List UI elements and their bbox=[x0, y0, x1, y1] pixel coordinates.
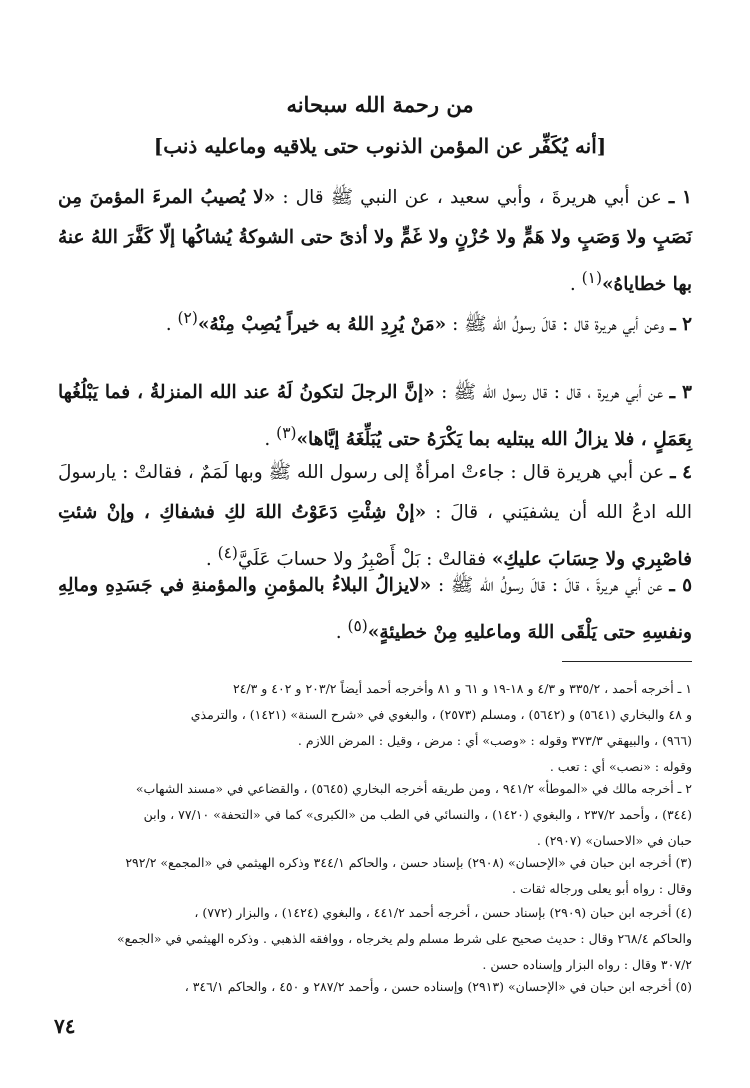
hadith-1 bbox=[58, 178, 692, 305]
hadith-end: . bbox=[569, 274, 576, 296]
hadith-text: «مَنْ يُرِدِ اللهُ به خيراً يُصِبْ مِنْهُ» bbox=[197, 314, 447, 336]
footnote-line: وقوله : «نصب» أي : تعب . bbox=[549, 759, 692, 774]
hadith-number: ٢ ـ bbox=[670, 314, 692, 336]
footnote-line: ٢ ـ أخرجه مالك في «الموطأ» ٩٤١/٢ ، ومن طريقه أخرجه البخاري (٥٦٤٥) ، والقضاعي في «مسند الشهاب» bbox=[135, 781, 692, 796]
footnote-line: (٩٦٦) ، والبيهقي ٣٧٣/٣ وقوله : «وصب» أي : مرض ، وقيل : المرض اللازم . bbox=[297, 733, 692, 748]
hadith-4 bbox=[58, 453, 692, 580]
hadith-end: . bbox=[205, 549, 212, 571]
footnote-line: (٤) أخرجه ابن حبان (٢٩٠٩) بإسناد حسن ، أخرجه أحمد ٤٤١/٢ ، والبغوي (١٤٢٤) ، والبزار (٧٧٢) ، bbox=[194, 905, 692, 920]
footnote-5 bbox=[58, 974, 692, 1000]
hadith-intro: وعن أبي هريرة قال : قالَ رسولُ الله ﷺ : bbox=[452, 314, 665, 336]
hadith-number: ٣ ـ bbox=[669, 382, 692, 403]
hadith-number: ٤ ـ bbox=[670, 462, 692, 483]
footnote-line: حبان في «الاحسان» (٢٩٠٧) . bbox=[536, 833, 692, 848]
footnote-2 bbox=[58, 776, 692, 854]
footnote-line: ١ ـ أخرجه أحمد ، ٣٣٥/٢ و ٤/٣ و ١٨-١٩ و ٦١ و ٨١ وأخرجه أحمد أيضاً ٢٠٣/٢ و ٤٠٢ و ٢٤/٣ bbox=[232, 681, 692, 696]
hadith-5 bbox=[58, 566, 692, 653]
chapter-subtitle: [أنه يُكَفِّر عن المؤمن الذنوب حتى يلاقيه وماعليه ذنب] bbox=[153, 134, 607, 158]
footnote-line: (٣٤٤) ، وأحمد ٢٣٧/٢ ، والبغوي (١٤٢٠) ، والنسائي في الطب من «الكبرى» كما في «التحفة» ٧٧/١٠ ، وابن bbox=[143, 807, 692, 822]
footnote-line: (٣) أخرجه ابن حبان في «الإحسان» (٢٩٠٨) بإسناد حسن ، والحاكم ٣٤٤/١ وذكره الهيثمي في «المجمع» ٢٩٢/٢ bbox=[125, 855, 692, 870]
hadith-number: ١ ـ bbox=[668, 187, 692, 208]
footnote-line: (٥) أخرجه ابن حبان في «الإحسان» (٢٩١٣) وإسناده حسن ، وأحمد ٢٨٧/٢ و ٤٥٠ ، والحاكم ٣٤٦/١ ، bbox=[184, 979, 692, 994]
hadith-2 bbox=[58, 298, 692, 345]
footnote-ref: (٥) bbox=[347, 617, 368, 635]
footnote-line: وقال : رواه أبو يعلى ورجاله ثقات . bbox=[512, 881, 692, 896]
hadith-text: «إنَّ الرجلَ لتكونُ لَهُ عند الله المنزلةُ ، فما يَبْلُغُها بِعَمَلٍ ، فلا يزالُ الله يبتليه بما يَكْرَهُ حتى يُبَلِّغَهُ إيَّاها» bbox=[58, 382, 692, 451]
hadith-text: «لايزالُ البلاءُ بالمؤمنِ والمؤمنةِ في جَسَدِهِ ومالِهِ ونفسِهِ حتى يَلْقَى اللهَ وماعليهِ مِنْ خطيئةٍ» bbox=[58, 575, 692, 644]
page-number: ٧٤ bbox=[54, 1014, 76, 1038]
hadith-intro: عن أبي هريرةَ ، وأبي سعيد ، عن النبي ﷺ قال : bbox=[282, 187, 662, 208]
hadith-intro: عن أبي هريرةَ ، قالَ : قالَ رسولُ الله ﷺ : bbox=[437, 575, 663, 596]
footnote-line: ٣٠٧/٢ وقال : رواه البزار وإسناده حسن . bbox=[482, 957, 692, 972]
hadith-text: «إنْ شِئْتِ دَعَوْتُ اللهَ لكِ فشفاكِ ، وإنْ شئتِ فاصْبِري ولا حِسَابَ عليكِ» bbox=[58, 502, 692, 571]
hadith-intro: عن أبي هريرة قال : جاءتْ امرأةٌ إلى رسول الله ﷺ وبها لَمَمٌ ، فقالتْ : يارسولَ الله ادعُ الله أن يشفيَني ، قالَ : bbox=[58, 462, 692, 523]
hadith-end: . bbox=[165, 314, 172, 336]
footnote-ref: (٤) bbox=[217, 544, 238, 562]
footnote-line: والحاكم ٢٦٨/٤ وقال : حديث صحيح على شرط مسلم ولم يخرجاه ، ووافقه الذهبي . وذكره الهيثمي في «الجمع» bbox=[116, 931, 692, 946]
hadith-3 bbox=[58, 373, 692, 460]
footnote-4 bbox=[58, 900, 692, 978]
hadith-end: . bbox=[264, 429, 271, 451]
chapter-title: من رحمة الله سبحانه bbox=[286, 92, 474, 117]
hadith-text: «لا يُصيبُ المرءَ المؤمنَ مِن نَصَبٍ ولا وَصَبٍ ولا هَمٍّ ولا حُزْنٍ ولا غَمٍّ ولا أذىً حتى الشوكةُ يُشاكُها إلّا كَفَّرَ اللهُ عنهُ بها خطاياهُ» bbox=[58, 187, 692, 296]
footnote-ref: (١) bbox=[581, 269, 602, 287]
hadith-end: . bbox=[335, 622, 342, 644]
footnote-3 bbox=[58, 850, 692, 902]
footnote-ref: (٢) bbox=[177, 309, 198, 327]
hadith-after: فقالتْ : بَلْ أَصْبِرُ ولا حسابَ عَلَيَّ bbox=[237, 549, 486, 571]
footnote-divider bbox=[562, 661, 692, 662]
hadith-number: ٥ ـ bbox=[669, 575, 692, 596]
footnote-line: و ٤٨ والبخاري (٥٦٤١) و (٥٦٤٢) ، ومسلم (٢٥٧٣) ، والبغوي في «شرح السنة» (١٤٢١) ، والترمذي bbox=[190, 707, 692, 722]
hadith-intro: عن أبي هريرة ، قال : قال رسول الله ﷺ : bbox=[441, 382, 664, 403]
footnote-ref: (٣) bbox=[276, 424, 297, 442]
footnote-1 bbox=[58, 676, 692, 780]
